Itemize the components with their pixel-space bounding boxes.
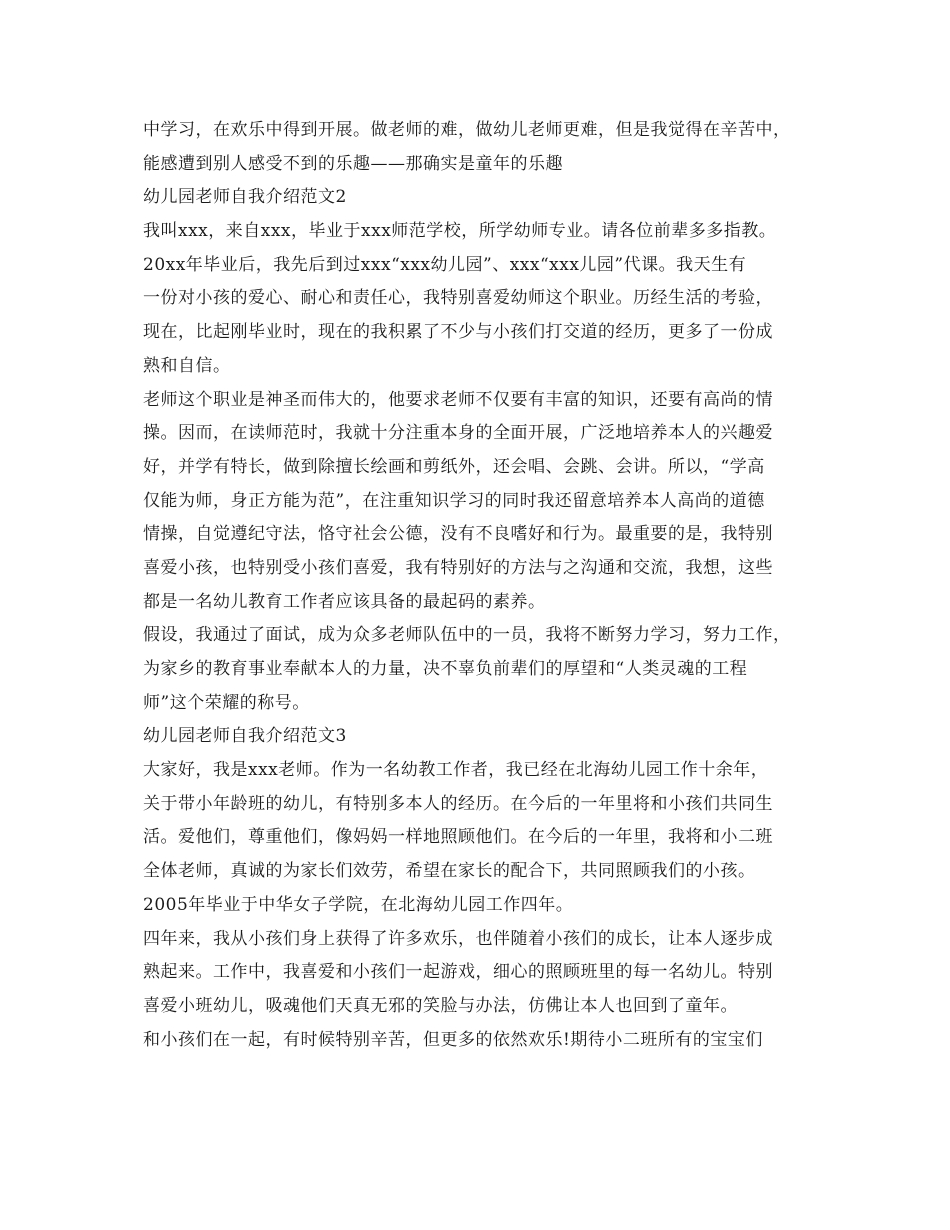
text-line: 和小孩们在一起，有时候特别辛苦，但更多的依然欢乐!期待小二班所有的宝宝们 (143, 1029, 763, 1050)
text-line: 现在，比起刚毕业时，现在的我积累了不少与小孩们打交道的经历，更多了一份成 (143, 322, 773, 343)
text-line: 操。因而，在读师范时，我就十分注重本身的全面开展，广泛地培养本人的兴趣爱 (143, 423, 773, 444)
section-heading: 幼儿园老师自我介绍范文3 (143, 726, 347, 747)
text-line: 一份对小孩的爱心、耐心和责任心，我特别喜爱幼师这个职业。历经生活的考验， (143, 288, 773, 309)
text-line: 都是一名幼儿教育工作者应该具备的最起码的素养。 (143, 591, 546, 612)
section-heading: 幼儿园老师自我介绍范文2 (143, 187, 347, 208)
text-line: 师”这个荣耀的称号。 (143, 692, 310, 713)
text-line: 关于带小年龄班的幼儿，有特别多本人的经历。在今后的一年里将和小孩们共同生 (143, 793, 773, 814)
text-line: 全体老师，真诚的为家长们效劳，希望在家长的配合下，共同照顾我们的小孩。 (143, 861, 756, 882)
text-line: 仅能为师，身正方能为范”，在注重知识学习的同时我还留意培养本人高尚的道德 (143, 490, 765, 511)
text-line: 四年来，我从小孩们身上获得了许多欢乐，也伴随着小孩们的成长，让本人逐步成 (143, 928, 773, 949)
text-line: 2005年毕业于中华女子学院，在北海幼儿园工作四年。 (143, 894, 574, 915)
text-line: 我叫xxx，来自xxx，毕业于xxx师范学校，所学幼师专业。请各位前辈多多指教。 (143, 221, 777, 242)
text-line: 喜爱小孩，也特别受小孩们喜爱，我有特别好的方法与之沟通和交流，我想，这些 (143, 557, 773, 578)
text-line: 20xx年毕业后，我先后到过xxx“xxx幼儿园”、xxx“xxx儿园”代课。我天生有 (143, 254, 747, 275)
text-line: 好，并学有特长，做到除擅长绘画和剪纸外，还会唱、会跳、会讲。所以，“学高 (143, 456, 765, 477)
text-line: 假设，我通过了面试，成为众多老师队伍中的一员，我将不断努力学习，努力工作， (143, 625, 791, 646)
text-line: 老师这个职业是神圣而伟大的，他要求老师不仅要有丰富的知识，还要有高尚的情 (143, 389, 773, 410)
text-line: 熟和自信。 (143, 355, 231, 376)
text-line: 情操，自觉遵纪守法，恪守社会公德，没有不良嗜好和行为。最重要的是，我特别 (143, 524, 773, 545)
text-line: 中学习，在欢乐中得到开展。做老师的难，做幼儿老师更难，但是我觉得在辛苦中， (143, 120, 791, 140)
text-line: 大家好，我是xxx老师。作为一名幼教工作者，我已经在北海幼儿园工作十余年， (143, 760, 769, 781)
text-line: 活。爱他们，尊重他们，像妈妈一样地照顾他们。在今后的一年里，我将和小二班 (143, 827, 773, 848)
document-body (143, 114, 833, 1057)
text-line: 熟起来。工作中，我喜爱和小孩们一起游戏，细心的照顾班里的每一名幼儿。特别 (143, 962, 773, 983)
text-line: 为家乡的教育事业奉献本人的力量，决不辜负前辈们的厚望和“人类灵魂的工程 (143, 659, 748, 679)
text-line: 喜爱小班幼儿，吸魂他们天真无邪的笑脸与办法，仿佛让本人也回到了童年。 (143, 995, 738, 1016)
text-line: 能感遭到别人感受不到的乐趣——那确实是童年的乐趣 (143, 153, 563, 174)
